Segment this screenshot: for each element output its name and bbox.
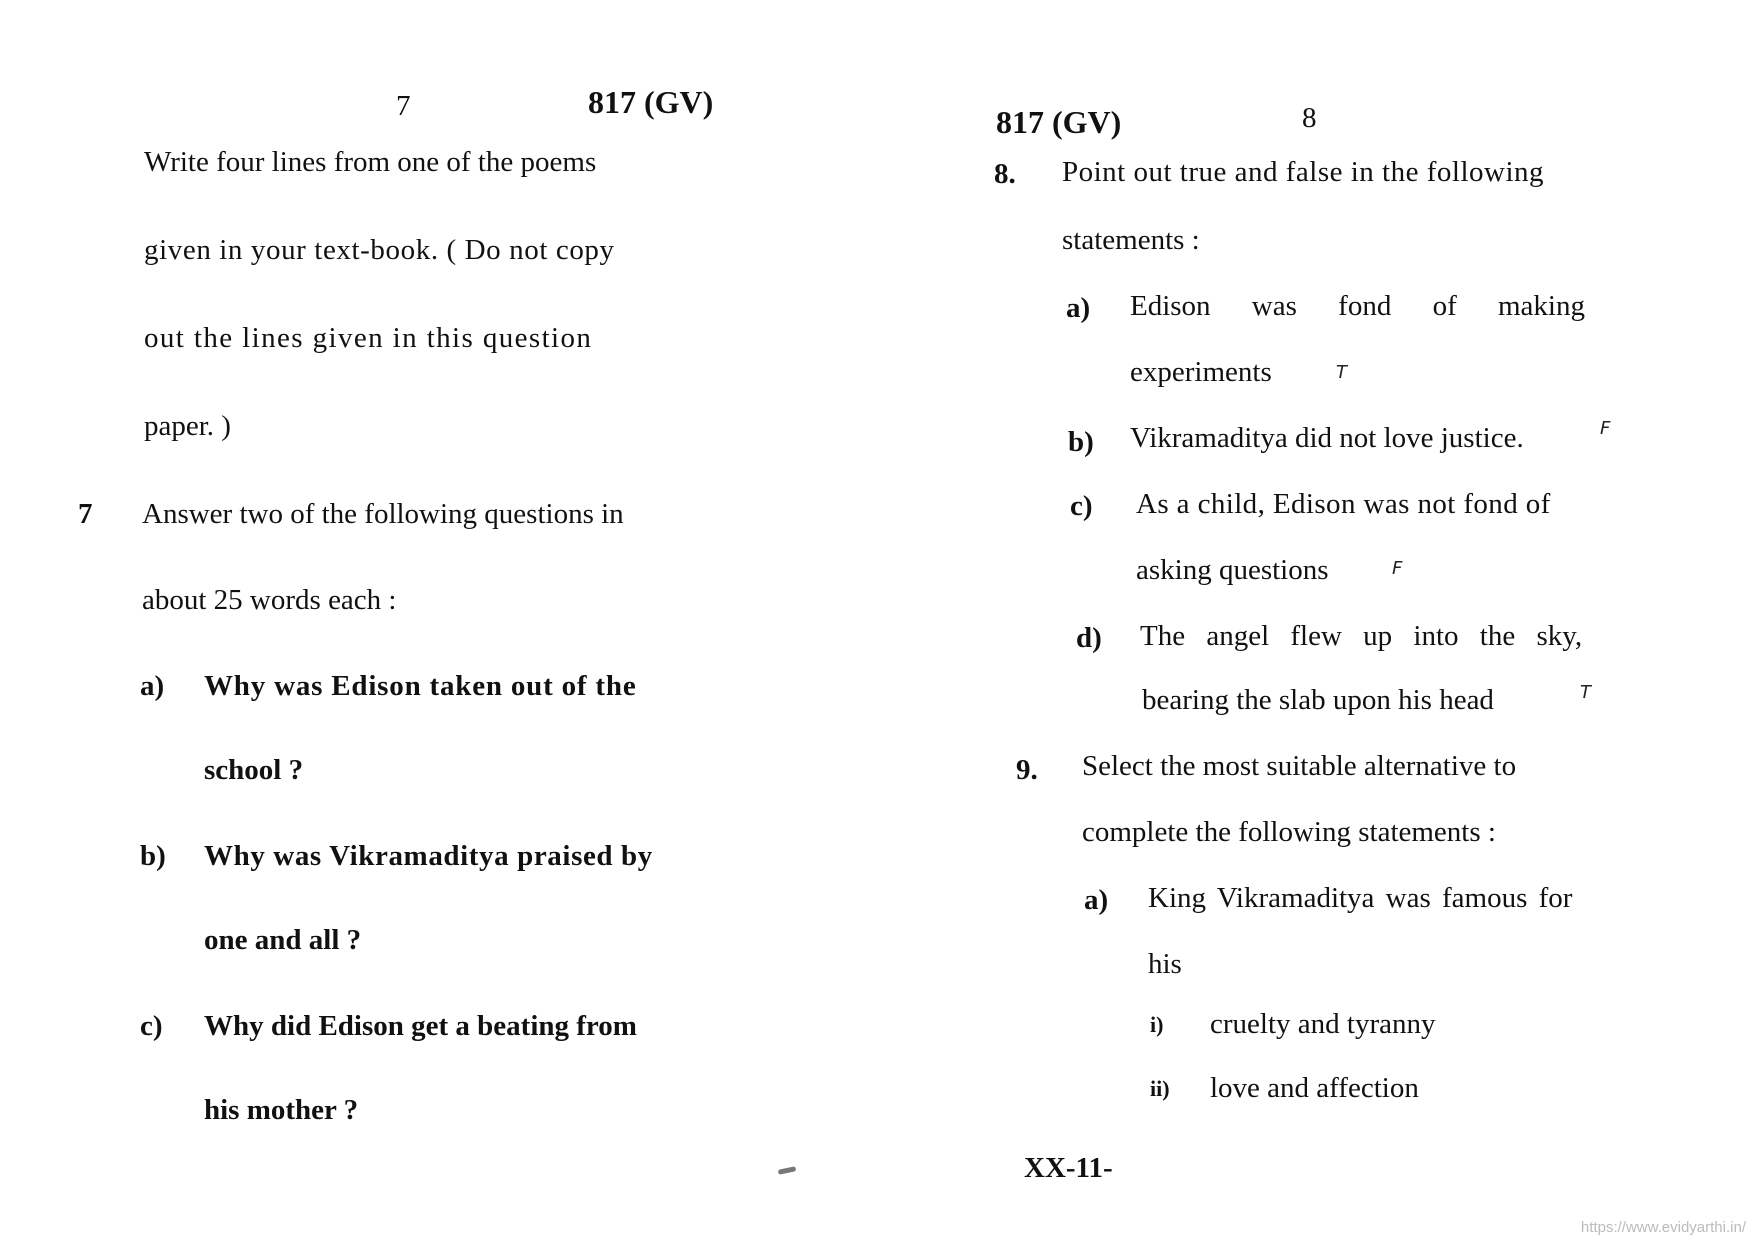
- q9-option-i-label: i): [1150, 1012, 1164, 1037]
- q8-part-b-line-1: Vikramaditya did not love justice.: [1130, 422, 1524, 454]
- q8-part-a-answer-mark: T: [1336, 362, 1347, 383]
- q7-number: 7: [78, 498, 93, 530]
- q8-part-a-line-1: Edison was fond of making: [1130, 290, 1585, 322]
- right-paper-code: 817 (GV): [996, 104, 1122, 140]
- q7-part-b-line-1: Why was Vikramaditya praised by: [204, 840, 653, 872]
- q9-option-i-text: cruelty and tyranny: [1210, 1008, 1436, 1040]
- q8-line-2: statements :: [1062, 224, 1200, 256]
- q8-part-d-answer-mark: T: [1580, 682, 1591, 703]
- q7-part-c-line-2: his mother ?: [204, 1094, 359, 1126]
- left-page-number: 7: [396, 90, 411, 122]
- q7-part-b-line-2: one and all ?: [204, 924, 362, 956]
- q9-line-1: Select the most suitable alternative to: [1082, 750, 1517, 782]
- q9-option-ii-label: ii): [1150, 1076, 1170, 1101]
- q8-part-d-label: d): [1076, 622, 1102, 654]
- q7-part-b-label: b): [140, 840, 166, 872]
- q8-part-a-line-2: experiments: [1130, 356, 1272, 388]
- q8-part-a-label: a): [1066, 292, 1091, 324]
- q8-part-c-answer-mark: F: [1392, 558, 1403, 579]
- left-paper-code: 817 (GV): [588, 84, 714, 120]
- q7-part-a-line-1: Why was Edison taken out of the: [204, 670, 637, 702]
- q8-part-c-line-2: asking questions: [1136, 554, 1329, 586]
- q8-number: 8.: [994, 158, 1016, 190]
- q7-part-a-line-2: school ?: [204, 754, 304, 786]
- q9-option-ii-text: love and affection: [1210, 1072, 1419, 1104]
- q6-line-2: given in your text-book. ( Do not copy: [144, 234, 615, 266]
- q6-line-1: Write four lines from one of the poems: [144, 146, 597, 178]
- q7-line-1: Answer two of the following questions in: [142, 498, 624, 530]
- right-page-number: 8: [1302, 102, 1317, 134]
- footer-code: XX-11-: [1024, 1152, 1113, 1184]
- q8-part-c-line-1: As a child, Edison was not fond of: [1136, 488, 1551, 520]
- q8-part-b-label: b): [1068, 426, 1094, 458]
- watermark: https://www.evidyarthi.in/: [1580, 1219, 1746, 1236]
- q8-part-d-line-2: bearing the slab upon his head: [1142, 684, 1494, 716]
- q7-part-c-label: c): [140, 1010, 163, 1042]
- q8-part-b-answer-mark: F: [1600, 418, 1611, 439]
- q7-part-c-line-1: Why did Edison get a beating from: [204, 1010, 637, 1042]
- q8-part-d-line-1: The angel flew up into the sky,: [1140, 620, 1583, 652]
- q9-line-2: complete the following statements :: [1082, 816, 1496, 848]
- q6-line-3: out the lines given in this question: [144, 322, 593, 354]
- q8-part-c-label: c): [1070, 490, 1093, 522]
- q7-part-a-label: a): [140, 670, 165, 702]
- q6-line-4: paper. ): [144, 410, 231, 442]
- q9-number: 9.: [1016, 754, 1038, 786]
- q8-line-1: Point out true and false in the following: [1062, 156, 1545, 188]
- q9-part-a-label: a): [1084, 884, 1109, 916]
- q9-part-a-line-1: King Vikramaditya was famous for: [1148, 882, 1573, 914]
- ink-smudge: [778, 1166, 797, 1175]
- q7-line-2: about 25 words each :: [142, 584, 397, 616]
- q9-part-a-line-2: his: [1148, 948, 1182, 980]
